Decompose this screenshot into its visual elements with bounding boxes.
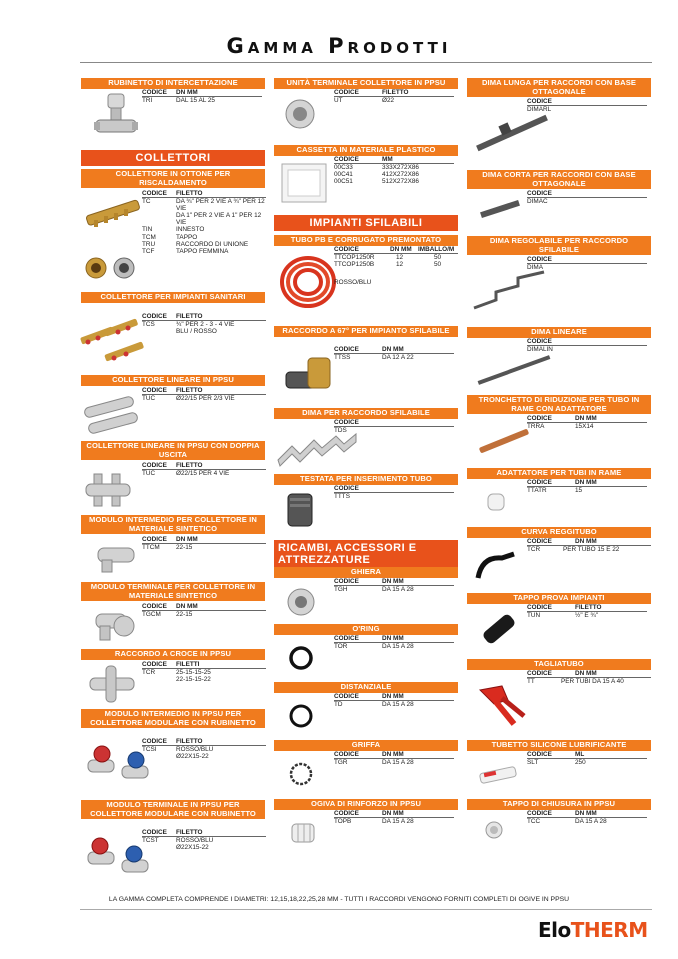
- table-row: DIMALIN: [527, 346, 553, 354]
- section-coll-lineare: COLLETTORE LINEARE IN PPSU: [81, 375, 265, 386]
- table-oring: CODICE DN MM TOR DA 15 A 28: [334, 635, 454, 650]
- section-title: RUBINETTO DI INTERCETTAZIONE: [81, 78, 265, 89]
- table-row: TOR DA 15 A 28: [334, 643, 414, 651]
- table-row: DIMAC: [527, 198, 548, 206]
- table-unita-term: CODICE FILETTO UT Ø22: [334, 89, 454, 104]
- section-ogiva: OGIVA DI RINFORZO IN PPSU: [274, 799, 458, 810]
- table-row: TIN INNESTO: [142, 226, 205, 234]
- brand-elo: Elo: [538, 918, 571, 942]
- section-dima-corta: DIMA CORTA PER RACCORDI CON BASE OTTAGONALE: [467, 170, 651, 189]
- ring-nut-image: [285, 586, 319, 618]
- table-tubo-pb: CODICE DN MM IMBALLO/M TTCOP1250R 12 50 TTCOP1250B 12 50: [334, 246, 458, 268]
- table-row: TCM TAPPO: [142, 233, 198, 241]
- table-row: UT Ø22: [334, 97, 395, 105]
- table-rubinetto: [142, 89, 262, 104]
- table-coll-lineare: CODICE FILETTO TUC Ø22/15 PER 2/3 VIE: [142, 387, 266, 402]
- terminal-unit-image: [282, 96, 322, 132]
- valve-image: [92, 92, 140, 142]
- section-dima-lineare: DIMA LINEARE: [467, 327, 651, 338]
- cross-fitting-image: [88, 664, 136, 704]
- table-row: TTTS: [334, 493, 350, 501]
- closing-cap-image: [482, 818, 508, 842]
- lubricant-tube-image: [476, 760, 524, 790]
- table-row: TRU RACCORDO DI UNIONE: [142, 240, 249, 248]
- table-mod-term-rub: CODICE FILETTO TCST ROSSO/BLU Ø22X15-22: [142, 829, 266, 851]
- table-dima-lunga: CODICE DIMARL: [527, 98, 647, 113]
- table-ogiva: CODICE DN MM TOPB DA 15 A 28: [334, 810, 454, 825]
- intermediate-module-image: [96, 540, 136, 574]
- section-oring: O'RING: [274, 624, 458, 635]
- table-row: TDS: [334, 427, 347, 435]
- table-row: TTCM 22-15: [142, 544, 193, 552]
- section-collettori-header: COLLETTORI: [81, 150, 265, 166]
- terminal-module-image: [94, 606, 138, 646]
- table-racc-croce: CODICE FILETTI TCR 25-15-15-25 22-15-15-22: [142, 661, 266, 683]
- section-adattatore: ADATTATORE PER TUBI IN RAME: [467, 468, 651, 479]
- table-griffa: CODICE DN MM TGR DA 15 A 28: [334, 751, 454, 766]
- section-mod-terminale: MODULO TERMINALE PER COLLETTORE IN MATERIALE SINTETICO: [81, 582, 265, 601]
- table-dima-regolabile: CODICE DIMA: [527, 256, 647, 271]
- table-mod-terminale: CODICE DN MM TGCM 22-15: [142, 603, 266, 618]
- grip-ring-image: [286, 760, 316, 788]
- table-testata: CODICE TTTS: [334, 485, 454, 500]
- section-dima-racc-sfil: DIMA PER RACCORDO SFILABILE: [274, 408, 458, 419]
- table-dima-racc-sfil: CODICE TDS: [334, 419, 454, 434]
- table-row: BLU / ROSSO: [176, 328, 217, 336]
- table-row: TRRA 15X14: [527, 423, 594, 431]
- oring-image: [286, 644, 316, 672]
- section-coll-ottone: COLLETTORE IN OTTONE PER RISCALDAMENTO: [81, 169, 265, 188]
- table-dima-corta: CODICE DIMAC: [527, 190, 647, 205]
- coiled-pipe-image: [278, 250, 338, 312]
- table-row: DIMARL: [527, 106, 552, 114]
- table-row: TCR 25-15-15-25: [142, 669, 211, 677]
- table-row: 00C33 333X272X86: [334, 164, 419, 172]
- section-cassetta: CASSETTA IN MATERIALE PLASTICO: [274, 145, 458, 156]
- section-tronchetto: TRONCHETTO DI RIDUZIONE PER TUBO IN RAME CON ADATTATORE: [467, 395, 651, 414]
- table-row: TT PER TUBI DA 15 A 40: [527, 678, 624, 686]
- linear-manifold-image: [80, 392, 142, 438]
- table-row: 22-15-15-22: [176, 676, 211, 684]
- table-row: TCF TAPPO FEMMINA: [142, 247, 229, 255]
- terminal-module-valve-image: [84, 832, 156, 882]
- table-tronchetto: CODICE DN MM TRRA 15X14: [527, 415, 647, 430]
- section-mod-term-rub: MODULO TERMINALE IN PPSU PER COLLETTORE MODULARE CON RUBINETTO: [81, 800, 265, 819]
- table-mod-int-rub: CODICE FILETTO TCSI ROSSO/BLU Ø22X15-22: [142, 738, 266, 760]
- footer-note: LA GAMMA COMPLETA COMPRENDE I DIAMETRI: 12,15,18,22,25,28 MM - TUTTI I RACCORDI VENGONO FORNITI COMPLETI DI OGIVE IN PPSU: [108, 896, 570, 903]
- section-rubinetto: [81, 78, 265, 89]
- section-tappo-prova: TAPPO PROVA IMPIANTI: [467, 593, 651, 604]
- section-ghiera: GHIERA: [274, 567, 458, 578]
- table-coll-lineare-doppia: CODICE FILETTO TUC Ø22/15 PER 4 VIE: [142, 462, 266, 477]
- sanitary-manifold-image: [74, 318, 154, 370]
- reinforcement-insert-image: [286, 818, 320, 848]
- brand-therm: THERM: [570, 918, 648, 942]
- table-row: 00C51 512X272X86: [334, 178, 419, 186]
- section-tagliatubo: TAGLIATUBO: [467, 659, 651, 670]
- section-dima-regolabile: DIMA REGOLABILE PER RACCORDO SFILABILE: [467, 236, 651, 255]
- section-tubetto: TUBETTO SILICONE LUBRIFICANTE: [467, 740, 651, 751]
- section-coll-sanitari: COLLETTORE PER IMPIANTI SANITARI: [81, 292, 265, 303]
- short-template-image: [476, 196, 526, 224]
- table-row: TTSS DA 12 A 22: [334, 354, 414, 362]
- table-dima-lineare: CODICE DIMALIN: [527, 338, 647, 353]
- long-template-image: [470, 110, 554, 158]
- section-mod-intermedio: MODULO INTERMEDIO PER COLLETTORE IN MATERIALE SINTETICO: [81, 515, 265, 534]
- brand-logo: [538, 918, 648, 942]
- table-cassetta: CODICE MM 00C33 333X272X86 00C41 412X272X86 00C51 512X272X86: [334, 156, 454, 185]
- section-distanziale: DISTANZIALE: [274, 682, 458, 693]
- table-row: DA 1" PER 2 VIE A 1" PER 12 VIE: [176, 212, 262, 227]
- table-coll-sanitari: CODICE FILETTO TCS ¾" PER 2 - 3 - 4 VIE BLU / ROSSO: [142, 313, 266, 335]
- copper-reducer-image: [474, 420, 534, 464]
- table-row: TGCM 22-15: [142, 611, 193, 619]
- section-coll-lineare-doppia: COLLETTORE LINEARE IN PPSU CON DOPPIA USCITA: [81, 441, 265, 460]
- table-row: SLT 250: [527, 759, 586, 767]
- title-divider: [80, 62, 652, 63]
- table-curva: CODICE DN MM TCR PER TUBO 15 E 22: [527, 538, 651, 553]
- copper-adapter-image: [484, 490, 508, 514]
- section-dima-lunga: DIMA LUNGA PER RACCORDI CON BASE OTTAGONALE: [467, 78, 651, 97]
- table-tappo-prova: CODICE FILETTO TUN ½" E ¾": [527, 604, 647, 619]
- footer-divider: [80, 909, 652, 910]
- section-racc-67: RACCORDO A 67° PER IMPIANTO SFILABILE: [274, 326, 458, 337]
- section-mod-int-rub: MODULO INTERMEDIO IN PPSU PER COLLETTORE MODULARE CON RUBINETTO: [81, 709, 265, 728]
- table-row: TTATR 15: [527, 487, 583, 495]
- section-impianti-header: IMPIANTI SFILABILI: [274, 215, 458, 231]
- page-title: Gamma Prodotti: [226, 34, 452, 58]
- pipe-bend-support-image: [472, 548, 522, 586]
- pipe-color-note: ROSSO/BLU: [334, 279, 372, 286]
- double-outlet-manifold-image: [84, 470, 134, 510]
- table-coll-ottone: CODICE FILETTO TC DA ¾" PER 2 VIE A ¾" PER 12 VIE DA 1" PER 2 VIE A 1" PER 12 VIE TIN INNESTO TCM TAPPO TRU RACCORDO DI UNIONE TCF TAPPO FEMMINA: [142, 190, 265, 255]
- table-row: TC DA ¾" PER 2 VIE A ¾" PER 12 VIE: [142, 198, 265, 213]
- table-row: TCS ¾" PER 2 - 3 - 4 VIE: [142, 321, 235, 329]
- section-testata: TESTATA PER INSERIMENTO TUBO: [274, 474, 458, 485]
- table-tagliatubo: CODICE DN MM TT PER TUBI DA 15 A 40: [527, 670, 651, 685]
- table-row: DIMA: [527, 264, 543, 272]
- table-row: TTCOP1250B 12 50: [334, 261, 442, 269]
- table-row: TCR PER TUBO 15 E 22: [527, 546, 620, 554]
- section-unita-term: UNITÀ TERMINALE COLLETTORE IN PPSU: [274, 78, 458, 89]
- section-tubo-pb: TUBO PB E CORRUGATO PREMONTATO: [274, 235, 458, 246]
- table-ghiera: CODICE DN MM TGH DA 15 A 28: [334, 578, 454, 593]
- linear-template-image: [472, 350, 556, 390]
- table-row: 00C41 412X272X86: [334, 171, 419, 179]
- pipe-cutter-image: [474, 680, 530, 730]
- insertion-head-image: [282, 490, 318, 530]
- table-tappo-chiusura: CODICE DN MM TCC DA 15 A 28: [527, 810, 647, 825]
- test-plug-image: [474, 608, 524, 654]
- table-row: TGR DA 15 A 28: [334, 759, 414, 767]
- table-tubetto: CODICE ML SLT 250: [527, 751, 647, 766]
- section-griffa: GRIFFA: [274, 740, 458, 751]
- section-ricambi-header: RICAMBI, ACCESSORI E ATTREZZATURE: [274, 540, 458, 568]
- table-row: TD DA 15 A 28: [334, 701, 414, 709]
- intermediate-module-valve-image: [84, 740, 156, 790]
- table-row: Ø22X15-22: [176, 844, 209, 852]
- plastic-box-image: [278, 160, 330, 206]
- table-racc-67: CODICE DN MM TTSS DA 12 A 22: [334, 346, 454, 361]
- table-row: TUN ½" E ¾": [527, 612, 599, 620]
- template-plate-image: [276, 430, 360, 470]
- table-row: TCST ROSSO/BLU: [142, 837, 214, 845]
- fitting-67-image: [282, 352, 338, 398]
- adjustable-template-image: [470, 270, 550, 316]
- table-row: Ø22X15-22: [176, 753, 209, 761]
- table-row: TUC Ø22/15 PER 4 VIE: [142, 470, 230, 478]
- table-row: TRI DAL 15 AL 25: [142, 97, 215, 105]
- table-header: CODICE DN MM: [142, 89, 262, 97]
- brass-manifold-image: [82, 196, 144, 288]
- section-tappo-chiusura: TAPPO DI CHIUSURA IN PPSU: [467, 799, 651, 810]
- table-distanziale: CODICE DN MM TD DA 15 A 28: [334, 693, 454, 708]
- section-curva: CURVA REGGITUBO: [467, 527, 651, 538]
- table-row: TOPB DA 15 A 28: [334, 818, 414, 826]
- table-mod-intermedio: CODICE DN MM TTCM 22-15: [142, 536, 266, 551]
- spacer-image: [286, 702, 316, 730]
- table-row: TGH DA 15 A 28: [334, 586, 414, 594]
- table-row: TCC DA 15 A 28: [527, 818, 607, 826]
- table-row: TUC Ø22/15 PER 2/3 VIE: [142, 395, 235, 403]
- table-row: TCSI ROSSO/BLU: [142, 746, 214, 754]
- table-adattatore: CODICE DN MM TTATR 15: [527, 479, 647, 494]
- section-racc-croce: RACCORDO A CROCE IN PPSU: [81, 649, 265, 660]
- table-row: TTCOP1250R 12 50: [334, 254, 442, 262]
